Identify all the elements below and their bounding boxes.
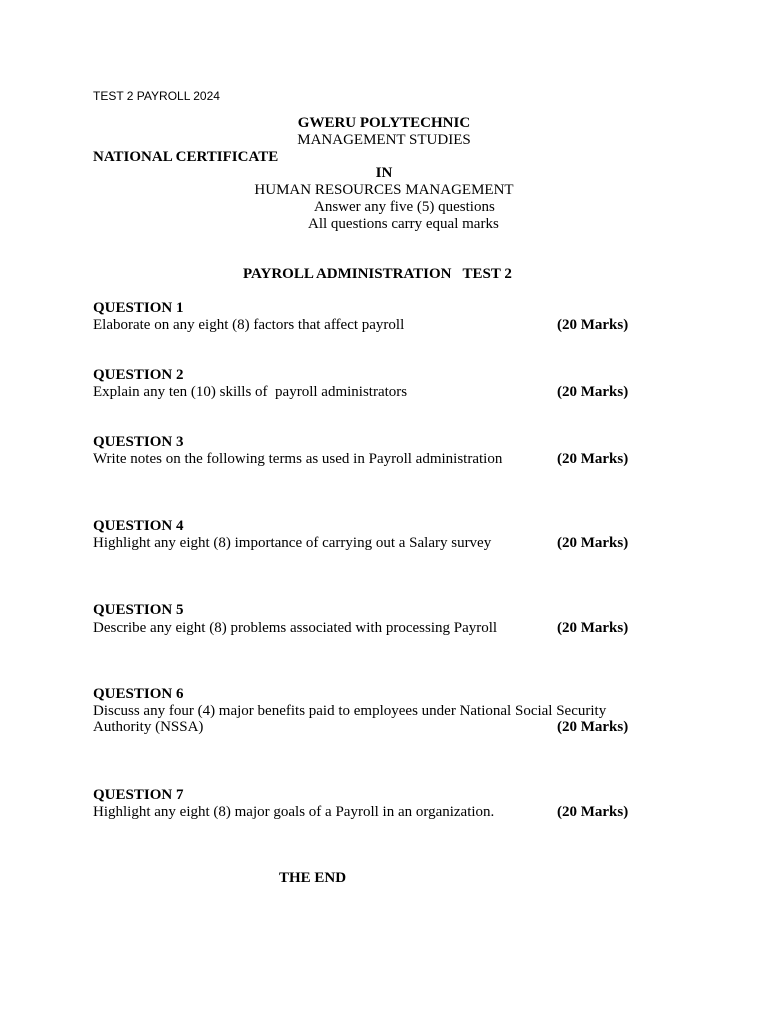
instruction-answer: Answer any five (5) questions <box>314 199 495 215</box>
the-end: THE END <box>279 870 347 886</box>
institution-name: GWERU POLYTECHNIC <box>297 115 471 131</box>
question-5-text: Describe any eight (8) problems associated with processing Payroll <box>93 620 498 636</box>
test-header: TEST 2 PAYROLL 2024 <box>93 89 220 103</box>
program-name: HUMAN RESOURCES MANAGEMENT <box>254 182 514 198</box>
question-7-text: Highlight any eight (8) major goals of a Payroll in an organization. <box>93 804 495 820</box>
question-2-title: QUESTION 2 <box>93 367 184 383</box>
question-3-marks: (20 Marks) <box>557 451 629 467</box>
question-5-title: QUESTION 5 <box>93 602 184 618</box>
question-3-text: Write notes on the following terms as used in Payroll administration <box>93 451 503 467</box>
question-5-marks: (20 Marks) <box>557 620 629 636</box>
question-6-title: QUESTION 6 <box>93 686 184 702</box>
question-6-text-line-2: Authority (NSSA) <box>93 719 204 735</box>
question-4-title: QUESTION 4 <box>93 518 184 534</box>
question-1-text: Elaborate on any eight (8) factors that affect payroll <box>93 317 405 333</box>
question-6-marks: (20 Marks) <box>557 719 629 735</box>
division-name: MANAGEMENT STUDIES <box>297 132 471 148</box>
question-4-text: Highlight any eight (8) importance of carrying out a Salary survey <box>93 535 492 551</box>
question-4-marks: (20 Marks) <box>557 535 629 551</box>
in-word: IN <box>375 165 393 181</box>
question-3-title: QUESTION 3 <box>93 434 184 450</box>
question-1-marks: (20 Marks) <box>557 317 629 333</box>
question-6-text-line-1: Discuss any four (4) major benefits paid to employees under National Social Security <box>93 703 607 719</box>
question-7-title: QUESTION 7 <box>93 787 184 803</box>
paper-title: PAYROLL ADMINISTRATION TEST 2 <box>243 266 512 282</box>
certificate-level: NATIONAL CERTIFICATE <box>93 149 279 165</box>
question-2-text: Explain any ten (10) skills of payroll administrators <box>93 384 408 400</box>
question-2-marks: (20 Marks) <box>557 384 629 400</box>
question-7-marks: (20 Marks) <box>557 804 629 820</box>
question-1-title: QUESTION 1 <box>93 300 184 316</box>
instruction-marks: All questions carry equal marks <box>308 216 499 232</box>
